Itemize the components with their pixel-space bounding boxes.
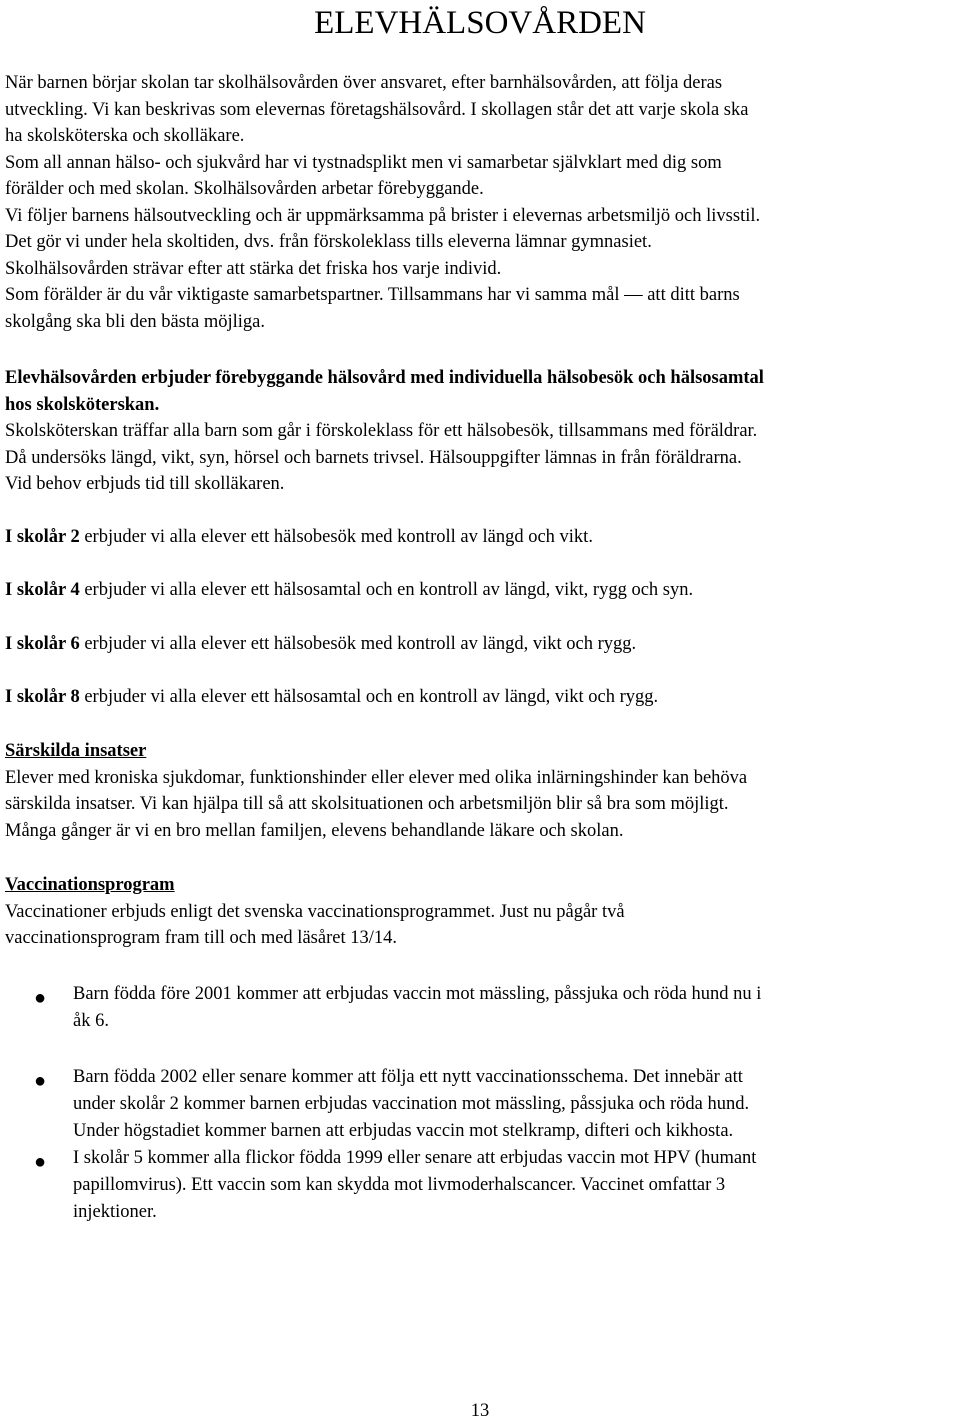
bullet-icon: ●	[34, 987, 47, 1009]
text-line: skolgång ska bli den bästa möjliga.	[5, 311, 265, 332]
text-line: Som all annan hälso- och sjukvård har vi tystnadsplikt men vi samarbetar självklart med dig som	[5, 152, 722, 173]
text-line: Många gånger är vi en bro mellan familjen, elevens behandlande läkare och skolan.	[5, 820, 624, 841]
text-line: Vid behov erbjuds tid till skolläkaren.	[5, 474, 285, 494]
grade-6-paragraph	[5, 631, 960, 658]
grade-label: I skolår 8	[5, 687, 80, 707]
grade-label: I skolår 2	[5, 527, 80, 547]
page-number: 13	[470, 1401, 490, 1421]
offer-heading-line: hos skolsköterskan.	[5, 394, 160, 415]
text-line: Som förälder är du vår viktigaste samarbetspartner. Tillsammans har vi samma mål — att ditt barns	[5, 285, 740, 305]
text-line: Skolsköterskan träffar alla barn som går i förskoleklass för ett hälsobesök, tillsammans med föräldrar.	[5, 421, 758, 441]
grade-text: erbjuder vi alla elever ett hälsobesök med kontroll av längd och vikt.	[79, 527, 593, 547]
list-item-line: I skolår 5 kommer alla flickor födda 1999 eller senare att erbjudas vaccin mot HPV (humant	[73, 1148, 757, 1168]
grade-2-paragraph	[5, 524, 960, 551]
list-item-line: Under högstadiet kommer barnen att erbjudas vaccin mot stelkramp, difteri och kikhosta.	[73, 1121, 734, 1141]
grade-text: erbjuder vi alla elever ett hälsosamtal och en kontroll av längd, vikt, rygg och syn.	[79, 580, 694, 600]
bullet-icon: ●	[34, 1070, 47, 1092]
list-item-line: papillomvirus). Ett vaccin som kan skydda mot livmoderhalscancer. Vaccinet omfattar 3	[73, 1175, 726, 1195]
list-item-line: Barn födda 2002 eller senare kommer att följa ett nytt vaccinationsschema. Det innebär att	[73, 1067, 743, 1087]
text-line: Skolhälsovården strävar efter att stärka det friska hos varje individ.	[5, 258, 502, 279]
grade-text: erbjuder vi alla elever ett hälsobesök med kontroll av längd, vikt och rygg.	[79, 634, 637, 654]
list-item-line: Barn födda före 2001 kommer att erbjudas vaccin mot mässling, påssjuka och röda hund nu i	[73, 984, 762, 1004]
special-heading: Särskilda insatser	[5, 741, 147, 761]
grade-4-paragraph	[5, 577, 960, 604]
text-line: förälder och med skolan. Skolhälsovården arbetar förebyggande.	[5, 179, 484, 199]
text-line: Vaccinationer erbjuds enligt det svenska vaccinationsprogrammet. Just nu pågår två	[5, 901, 625, 922]
text-line: När barnen börjar skolan tar skolhälsovården över ansvaret, efter barnhälsovården, att följa deras	[5, 73, 723, 93]
text-line: ha skolsköterska och skolläkare.	[5, 126, 245, 146]
intro-section	[5, 70, 960, 335]
text-line: Det gör vi under hela skoltiden, dvs. från förskoleklass tills eleverna lämnar gymnasiet.	[5, 232, 652, 252]
page-title: ELEVHÄLSOVÅRDEN	[314, 5, 646, 41]
special-section	[5, 738, 960, 844]
vaccination-heading: Vaccinationsprogram	[5, 875, 175, 895]
list-item-line: åk 6.	[73, 1011, 109, 1031]
list-item-line: injektioner.	[73, 1202, 157, 1222]
grade-8-paragraph	[5, 684, 960, 711]
text-line: Elever med kroniska sjukdomar, funktionshinder eller elever med olika inlärningshinder kan behöva	[5, 767, 748, 788]
text-line: särskilda insatser. Vi kan hjälpa till så att skolsituationen och arbetsmiljön blir så bra som möjligt.	[5, 794, 729, 814]
grade-label: I skolår 6	[5, 634, 80, 654]
offer-heading-line: Elevhälsovården erbjuder förebyggande hälsovård med individuella hälsobesök och hälsosamtal	[5, 368, 764, 388]
offer-section	[5, 365, 960, 498]
vaccination-section	[5, 872, 960, 952]
text-line: utveckling. Vi kan beskrivas som elevernas företagshälsovård. I skollagen står det att varje skola ska	[5, 99, 749, 120]
text-line: Vi följer barnens hälsoutveckling och är uppmärksamma på brister i elevernas arbetsmiljö och livsstil.	[5, 205, 761, 226]
grade-label: I skolår 4	[5, 580, 80, 600]
grade-text: erbjuder vi alla elever ett hälsosamtal och en kontroll av längd, vikt och rygg.	[79, 687, 659, 707]
text-line: Då undersöks längd, vikt, syn, hörsel och barnets trivsel. Hälsouppgifter lämnas in från föräldrarna.	[5, 447, 742, 468]
list-item-line: under skolår 2 kommer barnen erbjudas vaccination mot mässling, påssjuka och röda hund.	[73, 1094, 750, 1114]
bullet-icon: ●	[34, 1151, 47, 1173]
text-line: vaccinationsprogram fram till och med läsåret 13/14.	[5, 928, 397, 948]
